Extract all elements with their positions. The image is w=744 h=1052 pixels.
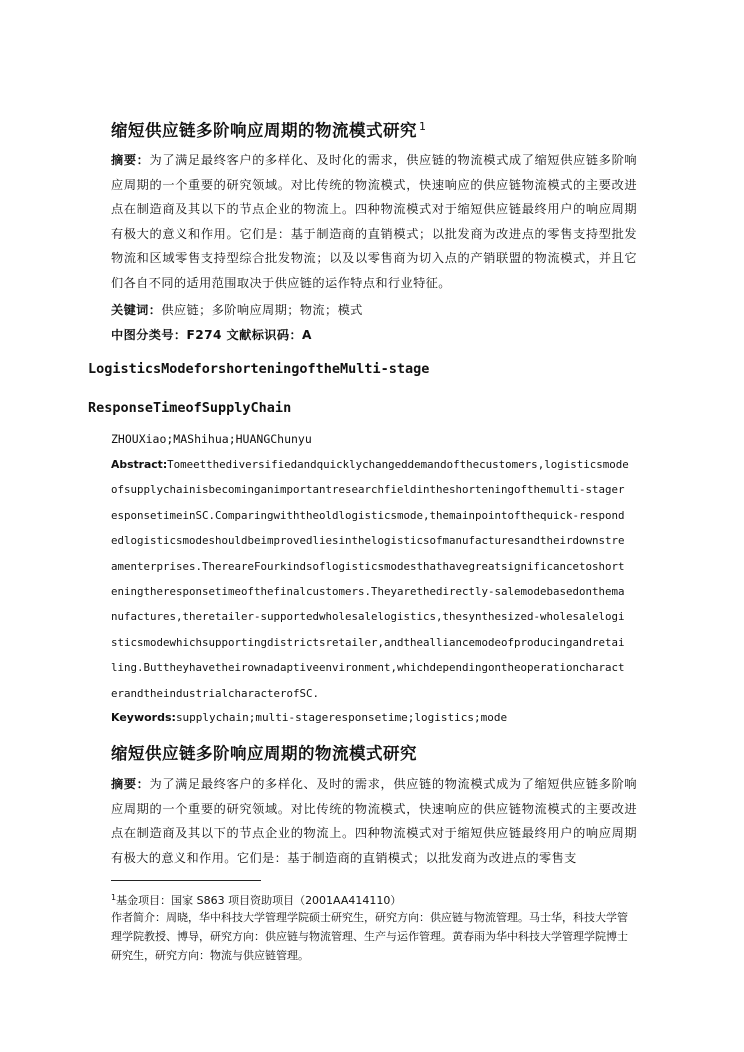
- en-title-line1: LogisticsModeforshorteningoftheMulti-stage: [88, 361, 430, 377]
- cn-classification-text: 中图分类号：F274 文献标识码：A: [111, 328, 312, 342]
- en-title-line2: ResponseTimeofSupplyChain: [88, 400, 292, 416]
- footnote-divider: [111, 880, 261, 881]
- en-keywords-text: supplychain;multi-stageresponsetime;logistics;mode: [175, 711, 508, 724]
- footnote-fund: [111, 888, 635, 910]
- cn-keywords: [111, 298, 637, 323]
- cn-keywords-label: 关键词：: [111, 303, 162, 317]
- cn-title-text: 缩短供应链多阶响应周期的物流模式研究: [111, 121, 417, 140]
- en-abstract: [111, 452, 631, 706]
- en-authors: ZHOUXiao;MAShihua;HUANGChunyu: [111, 432, 312, 446]
- cn-keywords-text: 供应链；多阶响应周期；物流；模式: [161, 303, 363, 317]
- en-keywords: [111, 711, 507, 724]
- cn-abstract-repeat-text: 为了满足最终客户的多样化、及时的需求，供应链的物流模式成为了缩短供应链多阶响应周期的一个重要的研究领域。对比传统的物流模式，快速响应的供应链物流模式的主要改进点在制造商及其以下的节点企业的物流上。四种物流模式对于缩短供应链最终用户的响应周期有极大的意义和作用。它们是：基于制造商的直销模式；以批发商为改进点的零售支: [111, 777, 638, 865]
- footnote-fund-text: 基金项目：国家 S863 项目资助项目（2001AA414110）: [116, 894, 402, 907]
- footnote-mark: 1: [111, 893, 117, 902]
- footnote-ref: 1: [419, 120, 427, 133]
- cn-title-repeat: 缩短供应链多阶响应周期的物流模式研究: [111, 744, 417, 763]
- en-abstract-text: Tomeetthediversifiedandquicklychangeddemandofthecustomers,logisticsmodeofsupplychainisbecominganimportantresearchfieldintheshorteningofthemulti-stageresponsetimeinSC.Comparingwiththeoldlogisticsmode,themainpointofthequick-respondedlogisticsmodeshouldbeimprovedliesinthelogisticsofmanufacturesandtheirdownstreamenterprises.ThereareFourkindsoflogisticsmodesthathavegreatsignificancetoshorteningtheresponsetimeofthefinalcustomers.Theyarethedirectly-salemodebasedonthemanufactures,theretailer-supportedwholesalelogistics,thesynthesized-wholesalelogisticsmodewhichsupportingdistrictsretailer,andthealliancemodeofproducingandretailing.Buttheyhavetheirownadaptiveenvironment,whichdependingontheoperationcharacterandtheindustrialcharacterofSC.: [111, 458, 629, 700]
- cn-abstract-repeat-label: 摘要：: [111, 777, 150, 791]
- cn-abstract-text: 为了满足最终客户的多样化、及时化的需求，供应链的物流模式成了缩短供应链多阶响应周期的一个重要的研究领域。对比传统的物流模式，快速响应的供应链物流模式的主要改进点在制造商及其以下的节点企业的物流上。四种物流模式对于缩短供应链最终用户的响应周期有极大的意义和作用。它们是：基于制造商的直销模式；以批发商为改进点的零售支持型批发物流和区域零售支持型综合批发物流；以及以零售商为切入点的产销联盟的物流模式，并且它们各自不同的适用范围取决于供应链的运作特点和行业特征。: [111, 153, 638, 290]
- cn-abstract-repeat: [111, 772, 637, 870]
- cn-classification: [111, 323, 637, 348]
- en-keywords-label: Keywords:: [111, 711, 176, 724]
- cn-title: [111, 117, 427, 141]
- cn-abstract: [111, 148, 637, 295]
- en-abstract-label: Abstract:: [111, 458, 168, 471]
- cn-abstract-label: 摘要：: [111, 153, 150, 167]
- footnote-authors: 作者简介：周晓，华中科技大学管理学院硕士研究生，研究方向：供应链与物流管理。马士华，科技大学管理学院教授、博导，研究方向：供应链与物流管理、生产与运作管理。黄春雨为华中科技大学管理学院博士研究生，研究方向：物流与供应链管理。: [111, 911, 628, 962]
